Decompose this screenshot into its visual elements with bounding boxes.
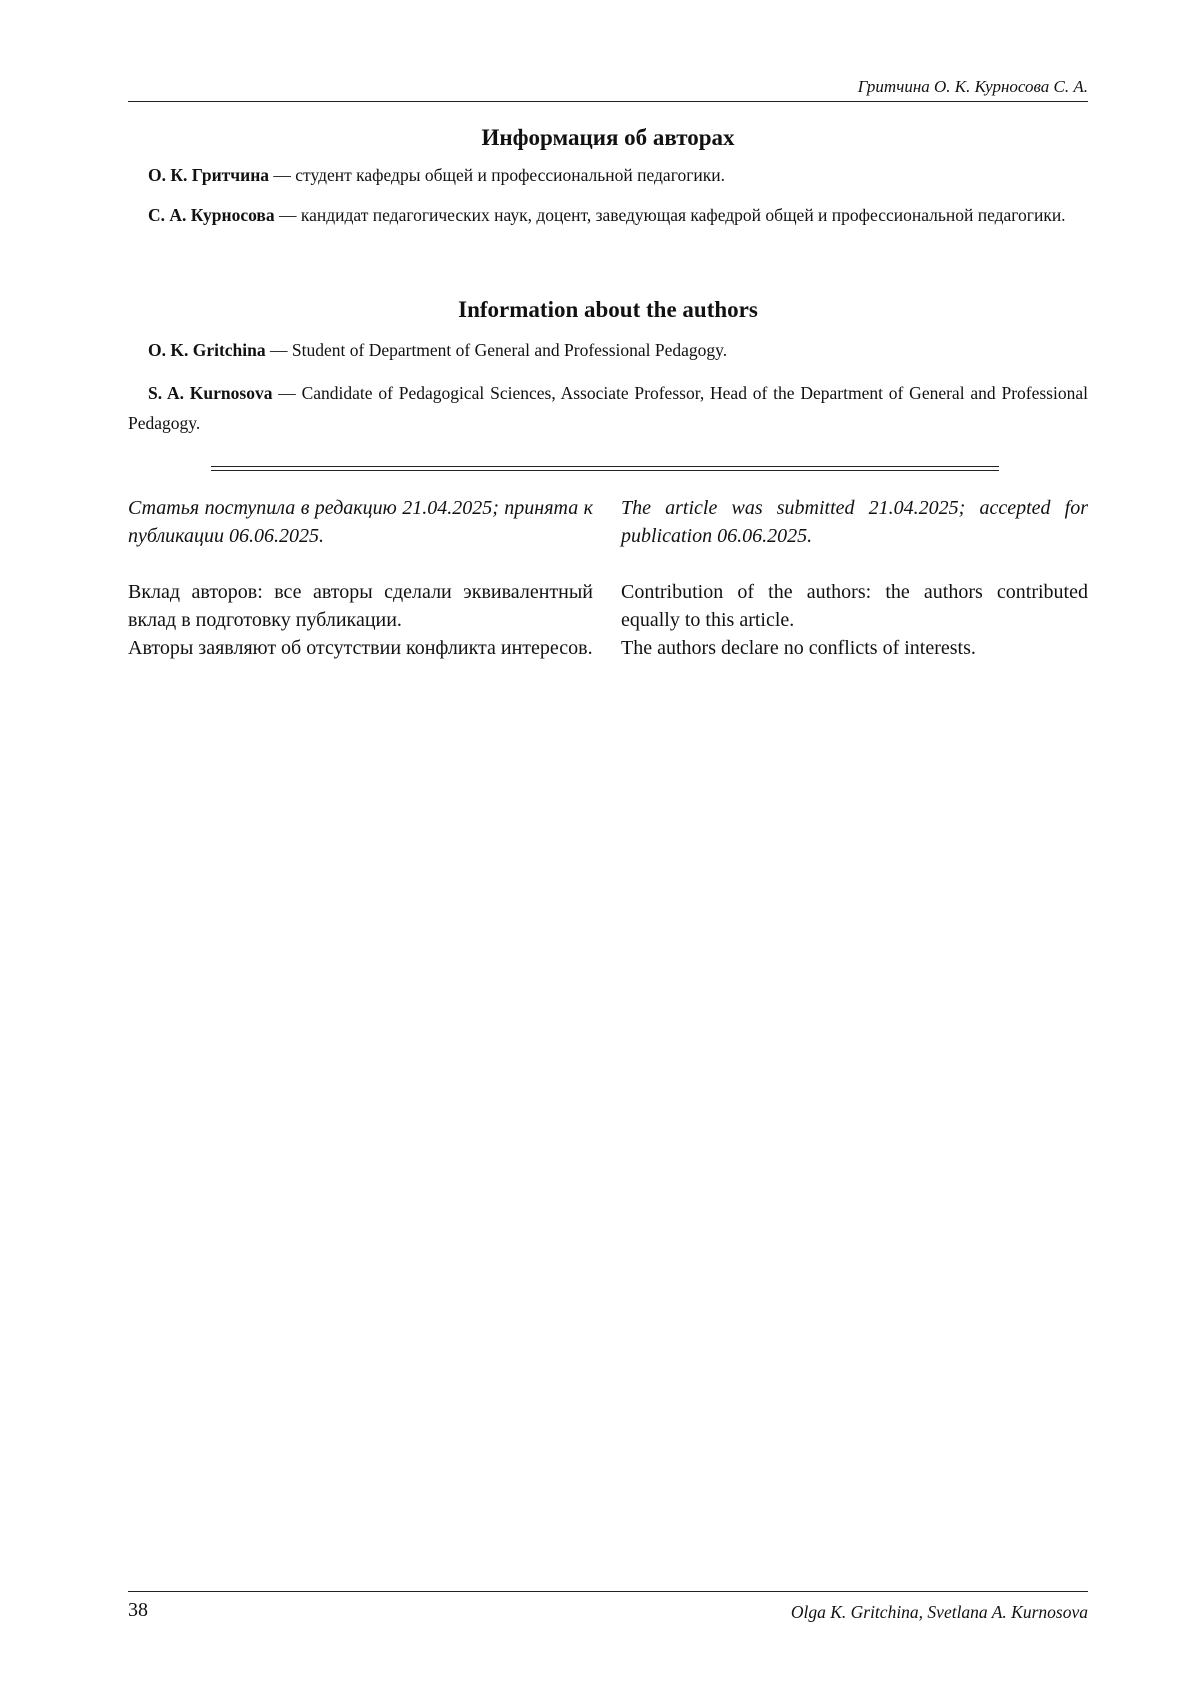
running-head: Гритчина О. К. Курносова С. А. xyxy=(857,77,1088,96)
author-entry-ru-1 xyxy=(128,160,1088,190)
authors-info-title-en: Information about the authors xyxy=(458,297,758,322)
author-entry-en-2 xyxy=(128,378,1088,438)
submission-dates-ru: Статья поступила в редакцию 21.04.2025; принята к публикации 06.06.2025. xyxy=(128,497,593,547)
author-name: S. A. Kurnosova xyxy=(148,383,273,403)
submission-dates-en: The article was submitted 21.04.2025; accepted for publication 06.06.2025. xyxy=(621,497,1088,547)
header-rule xyxy=(128,101,1088,102)
author-name: O. K. Gritchina xyxy=(148,340,266,360)
author-name: О. К. Гритчина xyxy=(148,165,270,185)
author-entry-en-1 xyxy=(128,335,1088,365)
section-divider xyxy=(211,466,999,471)
authors-info-title-ru: Информация об авторах xyxy=(481,125,735,150)
author-description: — Candidate of Pedagogical Sciences, Associate Professor, Head of the Department of General and Professional Pedagogy. xyxy=(128,383,1088,433)
conflict-statement-ru: Авторы заявляют об отсутствии конфликта интересов. xyxy=(128,637,593,659)
page-number: 38 xyxy=(128,1599,148,1621)
author-entry-ru-2 xyxy=(128,200,1088,230)
running-foot: Olga K. Gritchina, Svetlana A. Kurnosova xyxy=(790,1602,1088,1622)
author-description: — студент кафедры общей и профессиональной педагогики. xyxy=(269,165,725,185)
contribution-en: Contribution of the authors: the authors contributed equally to this article. xyxy=(621,581,1088,631)
author-description: — Student of Department of General and Professional Pedagogy. xyxy=(265,340,728,360)
meta-column-en xyxy=(621,494,1088,662)
footer-rule xyxy=(128,1591,1088,1592)
conflict-statement-en: The authors declare no conflicts of interests. xyxy=(621,637,976,659)
author-description: — кандидат педагогических наук, доцент, заведующая кафедрой общей и профессиональной педагогики. xyxy=(274,205,1066,225)
author-name: С. А. Курносова xyxy=(148,205,275,225)
meta-column-ru xyxy=(128,494,593,662)
contribution-ru: Вклад авторов: все авторы сделали эквивалентный вклад в подготовку публикации. xyxy=(128,581,593,631)
